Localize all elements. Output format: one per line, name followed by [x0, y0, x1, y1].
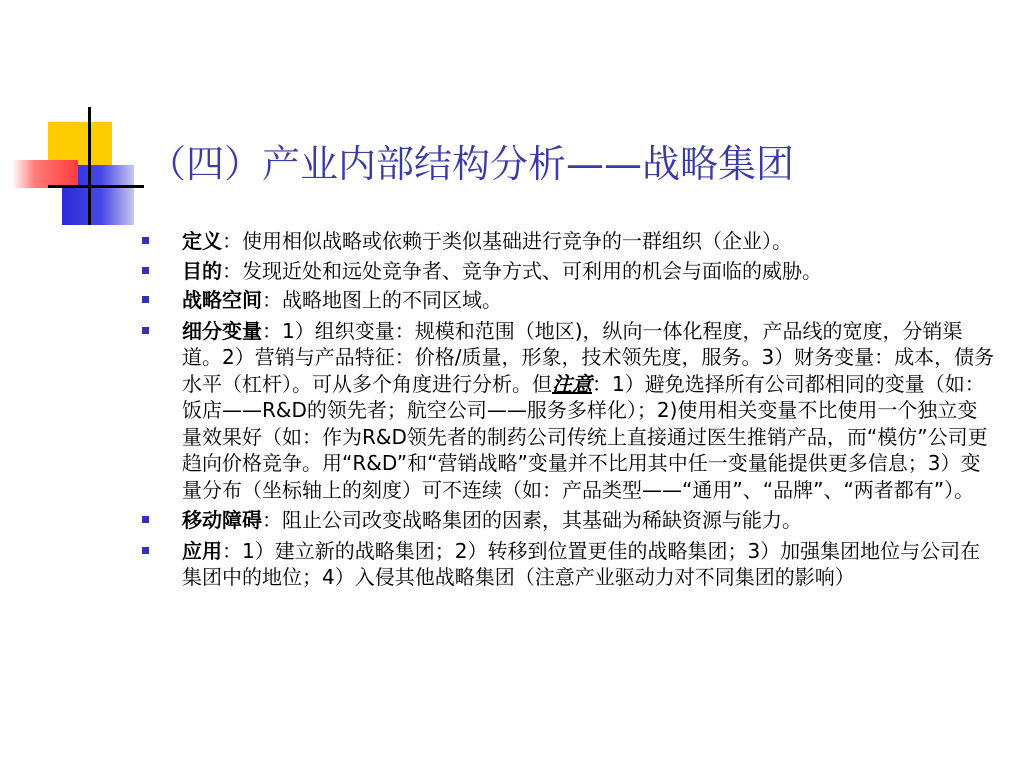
- bullet-purpose: [142, 258, 997, 285]
- vertical-line: [88, 107, 91, 225]
- bullet-text: ：战略地图上的不同区域。: [262, 288, 502, 312]
- bullet-segmentation-variables: [142, 318, 997, 504]
- bullet-label: 定义: [182, 229, 222, 253]
- bullet-square-icon: [142, 267, 149, 274]
- decorative-logo: [0, 0, 150, 230]
- bullet-label: 战略空间: [182, 288, 262, 312]
- bullet-text: ：1）组织变量：规模和范围（地区)，纵向一体化程度，产品线的宽度，分销渠道。2）营销与产品特征：价格/质量，形象，技术领先度，服务。3）财务变量：成本，债务水平（杠杆）。可从多个角度进行分析。但: [182, 318, 995, 396]
- horizontal-line: [48, 185, 144, 188]
- red-square: [12, 160, 78, 188]
- bullet-text: ：1）建立新的战略集团；2）转移到位置更佳的战略集团；3）加强集团地位与公司在集团中的地位；4）入侵其他战略集团（注意产业驱动力对不同集团的影响）: [182, 538, 981, 589]
- bullet-list: [142, 228, 997, 594]
- bullet-square-icon: [142, 547, 149, 554]
- bullet-text: ：使用相似战略或依赖于类似基础进行竞争的一群组织（企业）。: [222, 229, 792, 253]
- bullet-application: [142, 538, 997, 591]
- bullet-label: 细分变量: [182, 318, 262, 343]
- bullet-label: 目的: [182, 258, 222, 283]
- bullet-square-icon: [142, 327, 149, 334]
- bullet-label: 应用: [182, 538, 222, 563]
- bullet-text-continued: ：1）避免选择所有公司都相同的变量（如：饭店——R&D的领先者；航空公司——服务多样化）；2)使用相关变量不比使用一个独立变量效果好（如：作为R&D领先者的制药公司传统上直接通过医生推销产品，而“模仿”公司更趋向价格竞争。用“R&D”和“营销战略”变量并不比用其中任一变量能提供更多信息；3）变量分布（坐标轴上的刻度）可不连续（如：产品类型——“通用”、“品牌”、“两者都有”）。: [182, 371, 988, 502]
- bullet-definition: [142, 228, 997, 255]
- bullet-mobility-barriers: [142, 507, 997, 534]
- bullet-square-icon: [142, 237, 149, 244]
- bullet-text: ：阻止公司改变战略集团的因素，其基础为稀缺资源与能力。: [262, 508, 802, 532]
- bullet-square-icon: [142, 296, 149, 303]
- bullet-label: 移动障碍: [182, 508, 262, 532]
- emphasis-note: 注意: [552, 371, 592, 396]
- bullet-square-icon: [142, 516, 149, 523]
- bullet-strategic-space: [142, 287, 997, 314]
- slide-title: （四）产业内部结构分析——战略集团: [148, 142, 795, 186]
- bullet-text: ：发现近处和远处竞争者、竞争方式、可利用的机会与面临的威胁。: [222, 258, 822, 283]
